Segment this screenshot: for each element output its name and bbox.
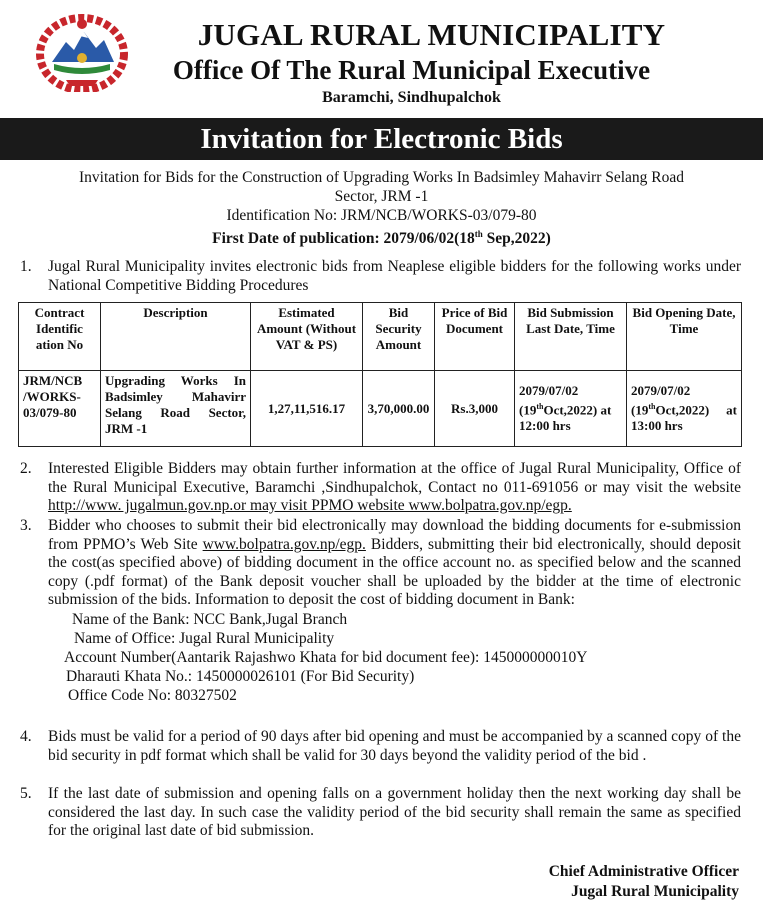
cell-security: 3,70,000.00 [363,371,435,447]
office-code: Office Code No: 80327502 [68,686,237,704]
header-price: Price of Bid Document [435,303,515,371]
cell-opening [627,371,742,447]
paragraph-text [48,517,741,610]
cell-submission [515,371,627,447]
submission-date: 2079/07/02 [519,382,579,398]
publication-date-sup: th [474,229,483,239]
intro-block [20,168,743,248]
municipality-title: JUGAL RURAL MUNICIPALITY [197,17,666,52]
cell-price: Rs.3,000 [435,371,515,447]
bank-name: Name of the Bank: NCC Bank,Jugal Branch [72,610,348,628]
publication-date-text: Sep,2022) [482,230,551,248]
paragraph-text: If the last date of submission and opening falls on a government holiday then the next working day shall be considered the last day. In such case the validity period of the bid security shall remain the same as specified for the original last date of bid submission. [48,785,741,839]
emblem-icon [36,14,128,92]
signature-block [549,862,739,902]
paragraph-number: 1. [20,258,32,275]
paragraph-text [48,460,741,516]
paragraph-2 [20,460,741,516]
header-estimated: Estimated Amount (Without VAT & PS) [251,303,363,371]
opening-sup: th [648,401,656,411]
opening-text: Oct,2022) at 13:00 hrs [631,402,737,434]
paragraph-4 [20,728,741,765]
opening-date: 2079/07/02 [631,382,691,398]
header-contract: Contract Identific ation No [19,303,101,371]
office-location: Baramchi, Sindhupalchok [322,89,501,106]
cell-description: Upgrading Works In Badsimley Mahavirr Selang Road Sector, JRM -1 [101,371,251,447]
header-description: Description [101,303,251,371]
submission-sup: th [536,401,544,411]
header-submission: Bid Submission Last Date, Time [515,303,627,371]
paragraph-number: 4. [20,728,32,745]
table-row [19,371,742,447]
paragraph-number: 3. [20,517,32,534]
table-header-row [19,303,742,371]
paragraph-text: Jugal Rural Municipality invites electronic bids from Neaplese eligible bidders for the following works under National Competitive Bidding Procedures [48,258,741,294]
opening-text: (19 [631,402,649,418]
publication-date [20,225,743,248]
paragraph-3 [20,517,741,705]
intro-line: Invitation for Bids for the Construction of Upgrading Works In Badsimley Mahavirr Selang Road [78,169,685,186]
paragraph-text-span: Bidder who chooses to submit their bid electronically may download the bidding documents for e-submission from PPMO’s Web Site [48,517,741,553]
opening-time [631,399,737,434]
office-subtitle: Office Of The Rural Municipal Executive [172,55,651,85]
notice-banner: Invitation for Electronic Bids [0,118,763,160]
submission-text: Oct,2022) at 12:00 hrs [519,402,612,434]
paragraph-text-span: Interested Eligible Bidders may obtain further information at the office of Jugal Rural Municipality, Office of the Rural Municipal Executive, Baramchi ,Sindhupalchok, Contact no 011-691056 or may visit the website [48,460,741,496]
signatory-title: Chief Administrative Officer [548,863,739,880]
account-number: Account Number(Aantarik Rajashwo Khata for bid document fee): 145000000010Y [64,648,588,666]
bid-table [18,302,742,447]
cell-estimated: 1,27,11,516.17 [251,371,363,447]
paragraph-number: 5. [20,785,32,802]
paragraph-text-span: Bidders, submitting their bid electronically, should deposit the cost(as specified above) of bidding document in the office account no. as specified below and the scanned copy (.pdf format) of the Bank deposit voucher shall be uploaded by the bidder at the time of electronic submission of the bids. Information to deposit the cost of bidding document in Bank: [48,535,741,608]
office-name: Name of Office: Jugal Rural Municipality [74,629,335,647]
publication-date-text: First Date of publication: 2079/06/02(18 [212,230,475,248]
cell-contract: JRM/NCB /WORKS-03/079-80 [19,371,101,447]
header [0,0,763,118]
dharauti-account: Dharauti Khata No.: 1450000026101 (For Bid Security) [66,667,415,685]
paragraph-1 [20,258,741,295]
submission-text: (19 [519,402,537,418]
paragraph-number: 2. [20,460,32,477]
website-link[interactable]: http://www. jugalmun.gov.np.or may visit PPMO website www.bolpatra.gov.np/egp. [48,497,572,514]
submission-time [519,399,622,434]
identification-number: Identification No: JRM/NCB/WORKS-03/079-80 [226,207,537,224]
header-opening: Bid Opening Date, Time [627,303,742,371]
bank-details [64,610,741,705]
header-security: Bid Security Amount [363,303,435,371]
signatory-office: Jugal Rural Municipality [571,883,739,900]
bolpatra-link[interactable]: www.bolpatra.gov.np/egp. [202,535,366,553]
paragraph-text: Bids must be valid for a period of 90 days after bid opening and must be accompanied by a scanned copy of the bid security in pdf format which shall be valid for 30 days beyond the validity period of the bid . [48,728,741,764]
paragraph-5 [20,785,741,841]
intro-line: Sector, JRM -1 [334,188,429,205]
